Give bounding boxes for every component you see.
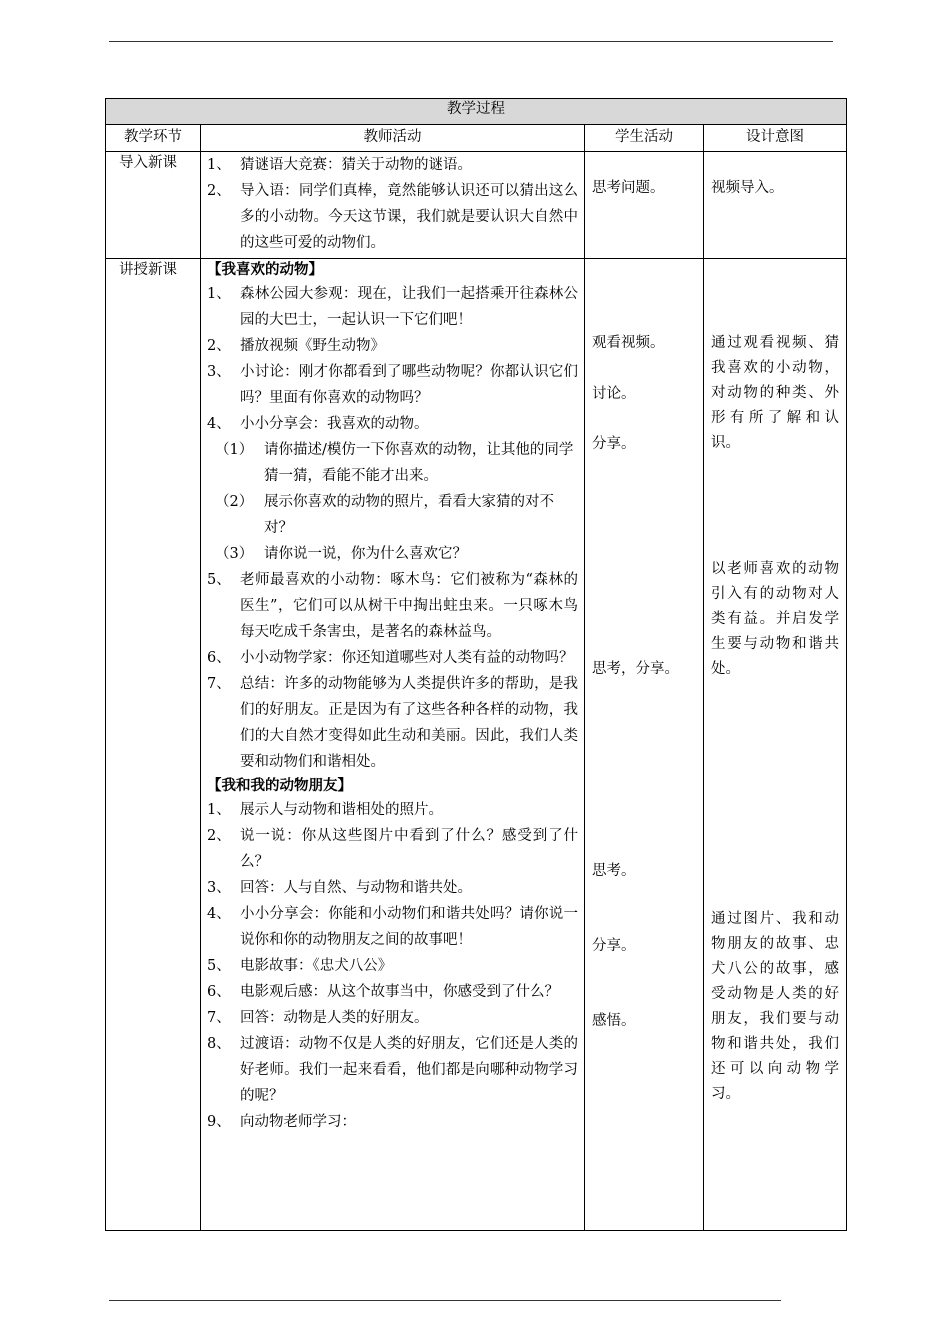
item-text: 电影故事：《忠犬八公》 [240, 958, 393, 974]
item-text: 猜谜语大竞赛：猜关于动物的谜语。 [240, 157, 472, 173]
sub-item-text: 请你说一说，你为什么喜欢它？ [264, 546, 467, 562]
header-design: 设计意图 [704, 125, 847, 152]
list-item [207, 823, 578, 875]
student-text: 思考问题。 [592, 180, 665, 196]
item-text: 老师最喜欢的小动物：啄木鸟：它们被称为“森林的医生”，它们可以从树干中掏出蛀虫来。一只啄木鸟每天吃成千条害虫，是著名的森林益鸟。 [240, 572, 578, 640]
list-item [207, 152, 578, 178]
table-row [106, 152, 847, 259]
item-text: 回答：人与自然、与动物和谐共处。 [240, 880, 472, 896]
list-item [207, 671, 578, 775]
list-item [207, 875, 578, 901]
item-text: 展示人与动物和谐相处的照片。 [240, 802, 443, 818]
item-text: 导入语：同学们真棒，竟然能够认识还可以猜出这么多的小动物。今天这节课，我们就是要认识大自然中的这些可爱的动物们。 [240, 183, 578, 251]
item-text: 电影观后感：从这个故事当中，你感受到了什么？ [240, 984, 559, 1000]
item-text: 播放视频《野生动物》 [240, 338, 385, 354]
student-text: 感悟。 [592, 1013, 636, 1029]
list-item [207, 333, 578, 359]
header-teacher: 教师活动 [201, 125, 585, 152]
design-text: 通过观看视频、猜我喜欢的小动物，对动物的种类、外形有所了解和认识。 [711, 335, 839, 451]
section-heading: 【我和我的动物朋友】 [207, 777, 352, 794]
item-text: 小讨论：刚才你都看到了哪些动物呢？你都认识它们吗？里面有你喜欢的动物吗？ [240, 364, 578, 406]
lesson-process-table [105, 98, 847, 1231]
item-number: 6、 [207, 650, 231, 666]
footer-rule [109, 1300, 781, 1301]
sub-item-number: （3） [215, 546, 254, 562]
teacher-activity-cell [201, 152, 585, 259]
sub-item-text: 请你描述/模仿一下你喜欢的动物，让其他的同学猜一猜，看能不能才出来。 [264, 442, 574, 484]
table-title-row [106, 99, 847, 125]
list-item [207, 645, 578, 671]
sub-item-number: （1） [215, 442, 254, 458]
student-activity-cell [585, 259, 704, 1231]
item-text: 过渡语：动物不仅是人类的好朋友，它们还是人类的好老师。我们一起来看看，他们都是向哪种动物学习的呢？ [240, 1036, 578, 1104]
design-intent-cell [704, 259, 847, 1231]
item-number: 7、 [207, 1010, 231, 1026]
student-text: 分享。 [592, 436, 636, 452]
section-heading: 【我喜欢的动物】 [207, 261, 323, 278]
stage-cell: 导入新课 [106, 152, 201, 259]
list-item [207, 953, 578, 979]
item-text: 向动物老师学习： [240, 1114, 356, 1130]
item-number: 5、 [207, 958, 231, 974]
student-text: 分享。 [592, 938, 636, 954]
item-number: 2、 [207, 828, 231, 844]
item-number: 2、 [207, 183, 231, 199]
sub-list-item [207, 489, 578, 541]
item-number: 2、 [207, 338, 231, 354]
list-item [207, 281, 578, 333]
design-intent-cell [704, 152, 847, 259]
sub-item-number: （2） [215, 494, 254, 510]
item-number: 1、 [207, 802, 231, 818]
item-text: 说一说：你从这些图片中看到了什么？感受到了什么？ [240, 828, 578, 870]
sub-item-text: 展示你喜欢的动物的照片，看看大家猜的对不对？ [264, 494, 554, 536]
student-text: 思考。 [592, 863, 636, 879]
teacher-activity-cell [201, 259, 585, 1231]
student-text: 讨论。 [592, 386, 636, 402]
item-number: 9、 [207, 1114, 231, 1130]
list-item [207, 979, 578, 1005]
list-item [207, 901, 578, 953]
item-text: 小小动物学家：你还知道哪些对人类有益的动物吗？ [240, 650, 574, 666]
item-number: 8、 [207, 1036, 231, 1052]
header-rule [109, 41, 833, 42]
list-item [207, 411, 578, 437]
list-item [207, 1109, 578, 1135]
list-item [207, 178, 578, 256]
item-number: 4、 [207, 416, 231, 432]
list-item [207, 797, 578, 823]
table-row [106, 259, 847, 1231]
design-text: 视频导入。 [711, 180, 784, 196]
item-text: 小小分享会：我喜欢的动物。 [240, 416, 429, 432]
item-number: 3、 [207, 880, 231, 896]
item-number: 7、 [207, 676, 231, 692]
design-text: 以老师喜欢的动物引入有的动物对人类有益。并启发学生要与动物和谐共处。 [711, 561, 839, 677]
header-student: 学生活动 [585, 125, 704, 152]
sub-list-item [207, 541, 578, 567]
item-text: 回答：动物是人类的好朋友。 [240, 1010, 429, 1026]
list-item [207, 1005, 578, 1031]
table-header-row [106, 125, 847, 152]
item-number: 4、 [207, 906, 231, 922]
item-number: 5、 [207, 572, 231, 588]
item-number: 6、 [207, 984, 231, 1000]
list-item [207, 359, 578, 411]
table-title: 教学过程 [106, 99, 847, 125]
item-number: 1、 [207, 157, 231, 173]
student-text: 观看视频。 [592, 335, 665, 351]
student-text: 思考，分享。 [592, 661, 679, 677]
design-text: 通过图片、我和动物朋友的故事、忠犬八公的故事，感受动物是人类的好朋友，我们要与动物和谐共处，我们还可以向动物学习。 [711, 911, 839, 1102]
item-number: 1、 [207, 286, 231, 302]
header-stage: 教学环节 [106, 125, 201, 152]
student-activity-cell [585, 152, 704, 259]
item-text: 总结：许多的动物能够为人类提供许多的帮助，是我们的好朋友。正是因为有了这些各种各样的动物，我们的大自然才变得如此生动和美丽。因此，我们人类要和动物们和谐相处。 [240, 676, 578, 770]
sub-list-item [207, 437, 578, 489]
list-item [207, 1031, 578, 1109]
item-text: 小小分享会：你能和小动物们和谐共处吗？请你说一说你和你的动物朋友之间的故事吧！ [240, 906, 578, 948]
item-text: 森林公园大参观：现在，让我们一起搭乘开往森林公园的大巴士，一起认识一下它们吧！ [240, 286, 578, 328]
item-number: 3、 [207, 364, 231, 380]
list-item [207, 567, 578, 645]
stage-cell: 讲授新课 [106, 259, 201, 1231]
